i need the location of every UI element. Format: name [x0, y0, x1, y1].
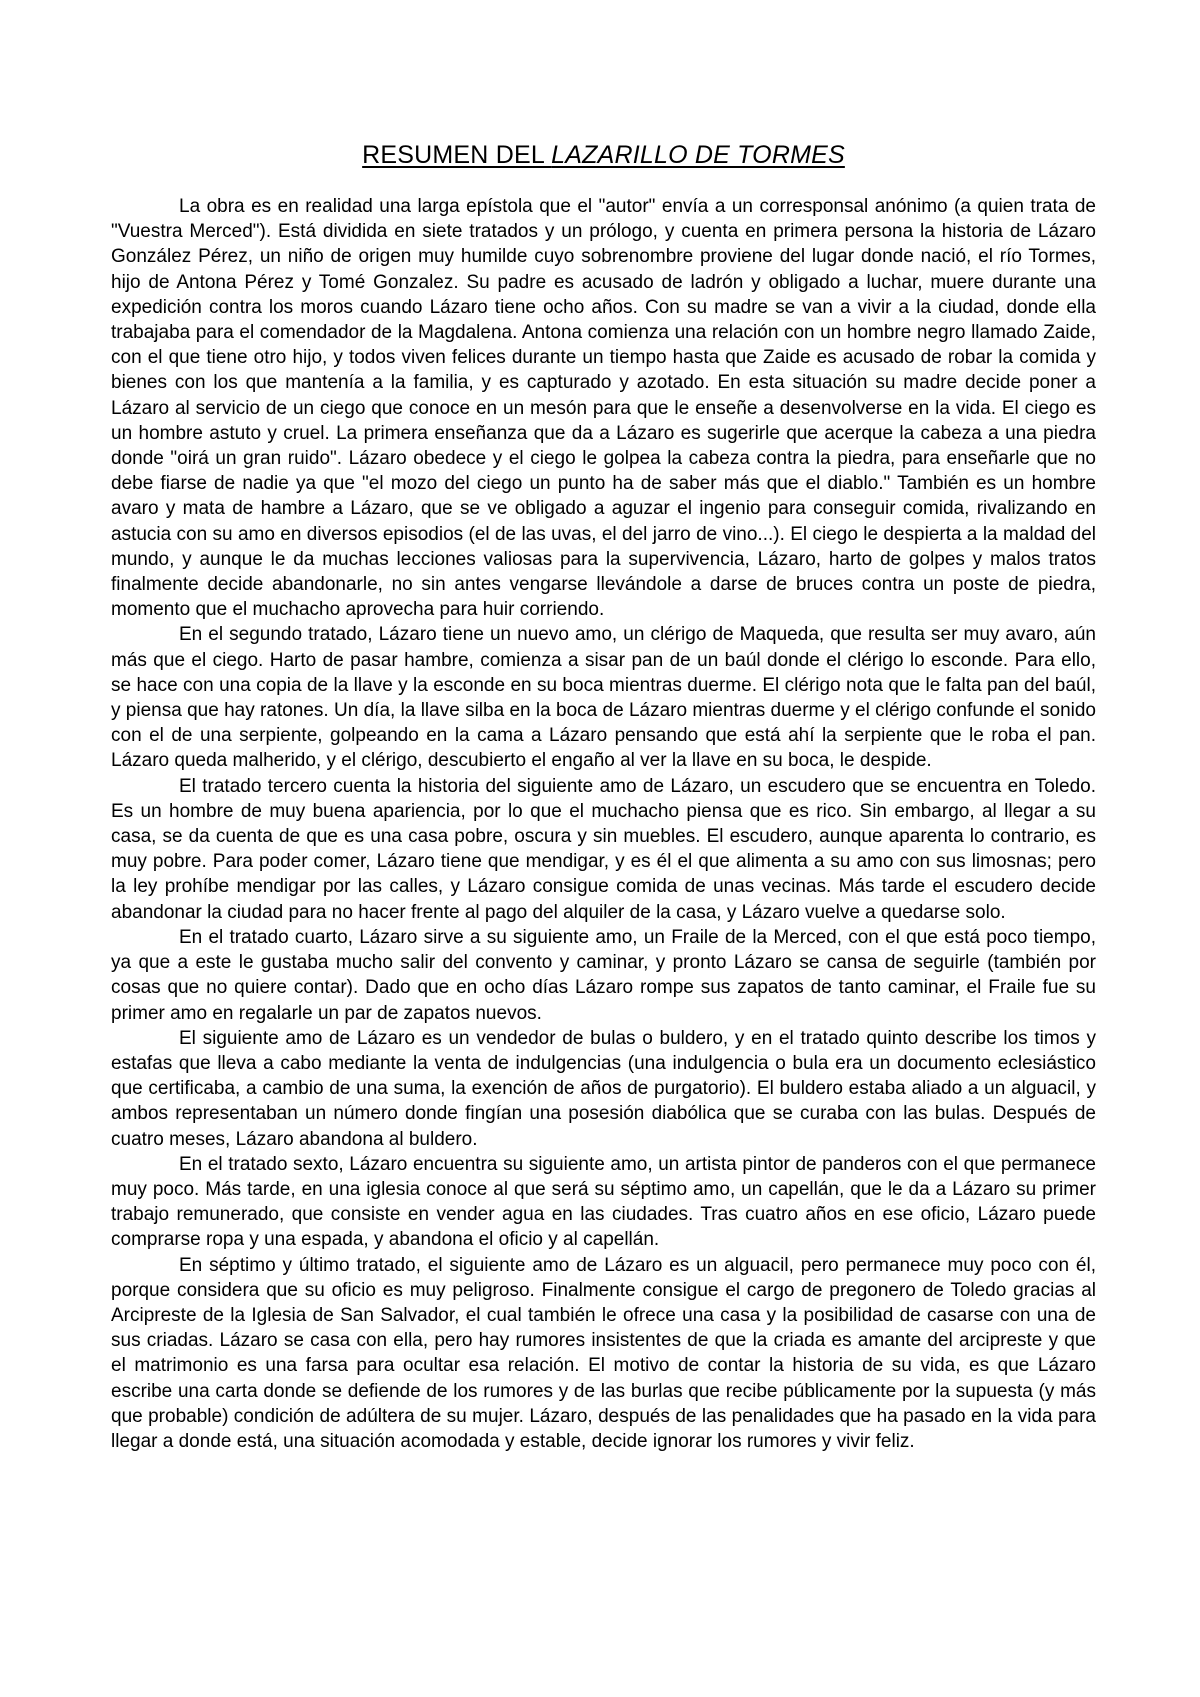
title-italic: LAZARILLO DE TORMES	[551, 141, 845, 169]
paragraph-prologue-first-tratado: La obra es en realidad una larga epístola que el "autor" envía a un corresponsal anónimo (a quien trata de "Vuestra Merced"). Está dividida en siete tratados y un prólogo, y cuenta en primera persona la historia de Lázaro González Pérez, un niño de origen muy humilde cuyo sobrenombre proviene del lugar donde nació, el río Tormes, hijo de Antona Pérez y Tomé Gonzalez. Su padre es acusado de ladrón y obligado a luchar, muere durante una expedición contra los moros cuando Lázaro tiene ocho años. Con su madre se van a vivir a la ciudad, donde ella trabajaba para el comendador de la Magdalena. Antona comienza una relación con un hombre negro llamado Zaide, con el que tiene otro hijo, y todos viven felices durante un tiempo hasta que Zaide es acusado de robar la comida y bienes con los que mantenía a la familia, y es capturado y azotado. En esta situación su madre decide poner a Lázaro al servicio de un ciego que conoce en un mesón para que le enseñe a desenvolverse en la vida. El ciego es un hombre astuto y cruel. La primera enseñanza que da a Lázaro es sugerirle que acerque la cabeza a una piedra donde "oirá un gran ruido". Lázaro obedece y el ciego le golpea la cabeza contra la piedra, para enseñarle que no debe fiarse de nadie ya que "el mozo del ciego un punto ha de saber más que el diablo." También es un hombre avaro y mata de hambre a Lázaro, que se ve obligado a aguzar el ingenio para conseguir comida, rivalizando en astucia con su amo en diversos episodios (el de las uvas, el del jarro de vino...). El ciego le despierta a la maldad del mundo, y aunque le da muchas lecciones valiosas para la supervivencia, Lázaro, harto de golpes y malos tratos finalmente decide abandonarle, no sin antes vengarse llevándole a darse de bruces contra un poste de piedra, momento que el muchacho aprovecha para huir corriendo.	[111, 196, 1096, 621]
paragraph-seventh-tratado: En séptimo y último tratado, el siguiente amo de Lázaro es un alguacil, pero permanece muy poco con él, porque considera que su oficio es muy peligroso. Finalmente consigue el cargo de pregonero de Toledo gracias al Arcipreste de la Iglesia de San Salvador, el cual también le ofrece una casa y la posibilidad de casarse con una de sus criadas. Lázaro se casa con ella, pero hay rumores insistentes de que la criada es amante del arcipreste y que el matrimonio es una farsa para ocultar esa relación. El motivo de contar la historia de su vida, es que Lázaro escribe una carta donde se defiende de los rumores y de las burlas que recibe públicamente por la supuesta (y más que probable) condición de adúltera de su mujer. Lázaro, después de las penalidades que ha pasado en la vida para llegar a donde está, una situación acomodada y estable, decide ignorar los rumores y vivir feliz.	[111, 1254, 1096, 1452]
page-title	[111, 138, 1096, 172]
paragraph-second-tratado: En el segundo tratado, Lázaro tiene un nuevo amo, un clérigo de Maqueda, que resulta ser muy avaro, aún más que el ciego. Harto de pasar hambre, comienza a sisar pan de un baúl donde el clérigo lo esconde. Para ello, se hace con una copia de la llave y la esconde en su boca mientras duerme. El clérigo nota que le falta pan del baúl, y piensa que hay ratones. Un día, la llave silba en la boca de Lázaro mientras duerme y el clérigo confunde el sonido con el de una serpiente, golpeando en la cama a Lázaro pensando que está ahí la serpiente que le roba el pan. Lázaro queda malherido, y el clérigo, descubierto el engaño al ver la llave en su boca, le despide.	[111, 624, 1096, 772]
title-prefix: RESUMEN DEL	[362, 141, 552, 169]
document-page	[111, 138, 1096, 1454]
paragraph-third-tratado: El tratado tercero cuenta la historia del siguiente amo de Lázaro, un escudero que se encuentra en Toledo. Es un hombre de muy buena apariencia, por lo que el muchacho piensa que es rico. Sin embargo, al llegar a su casa, se da cuenta de que es una casa pobre, oscura y sin muebles. El escudero, aunque aparenta lo contrario, es muy pobre. Para poder comer, Lázaro tiene que mendigar, y es él el que alimenta a su amo con sus limosnas; pero la ley prohíbe mendigar por las calles, y Lázaro consigue comida de unas vecinas. Más tarde el escudero decide abandonar la ciudad para no hacer frente al pago del alquiler de la casa, y Lázaro vuelve a quedarse solo.	[111, 775, 1096, 923]
paragraph-fourth-tratado: En el tratado cuarto, Lázaro sirve a su siguiente amo, un Fraile de la Merced, con el que está poco tiempo, ya que a este le gustaba mucho salir del convento y caminar, y pronto Lázaro se cansa de seguirle (también por cosas que no quiere contar). Dado que en ocho días Lázaro rompe sus zapatos de tanto caminar, el Fraile fue su primer amo en regalarle un par de zapatos nuevos.	[111, 926, 1096, 1024]
paragraph-fifth-tratado: El siguiente amo de Lázaro es un vendedor de bulas o buldero, y en el tratado quinto describe los timos y estafas que lleva a cabo mediante la venta de indulgencias (una indulgencia o bula era un documento eclesiástico que certificaba, a cambio de una suma, la exención de años de purgatorio). El buldero estaba aliado a un alguacil, y ambos representaban un número donde fingían una posesión diabólica que se curaba con las bulas. Después de cuatro meses, Lázaro abandona al buldero.	[111, 1027, 1096, 1150]
paragraph-sixth-tratado: En el tratado sexto, Lázaro encuentra su siguiente amo, un artista pintor de panderos con el que permanece muy poco. Más tarde, en una iglesia conoce al que será su séptimo amo, un capellán, que le da a Lázaro su primer trabajo remunerado, que consiste en vender agua en las ciudades. Tras cuatro años en ese oficio, Lázaro puede comprarse ropa y una espada, y abandona el oficio y al capellán.	[111, 1153, 1096, 1251]
